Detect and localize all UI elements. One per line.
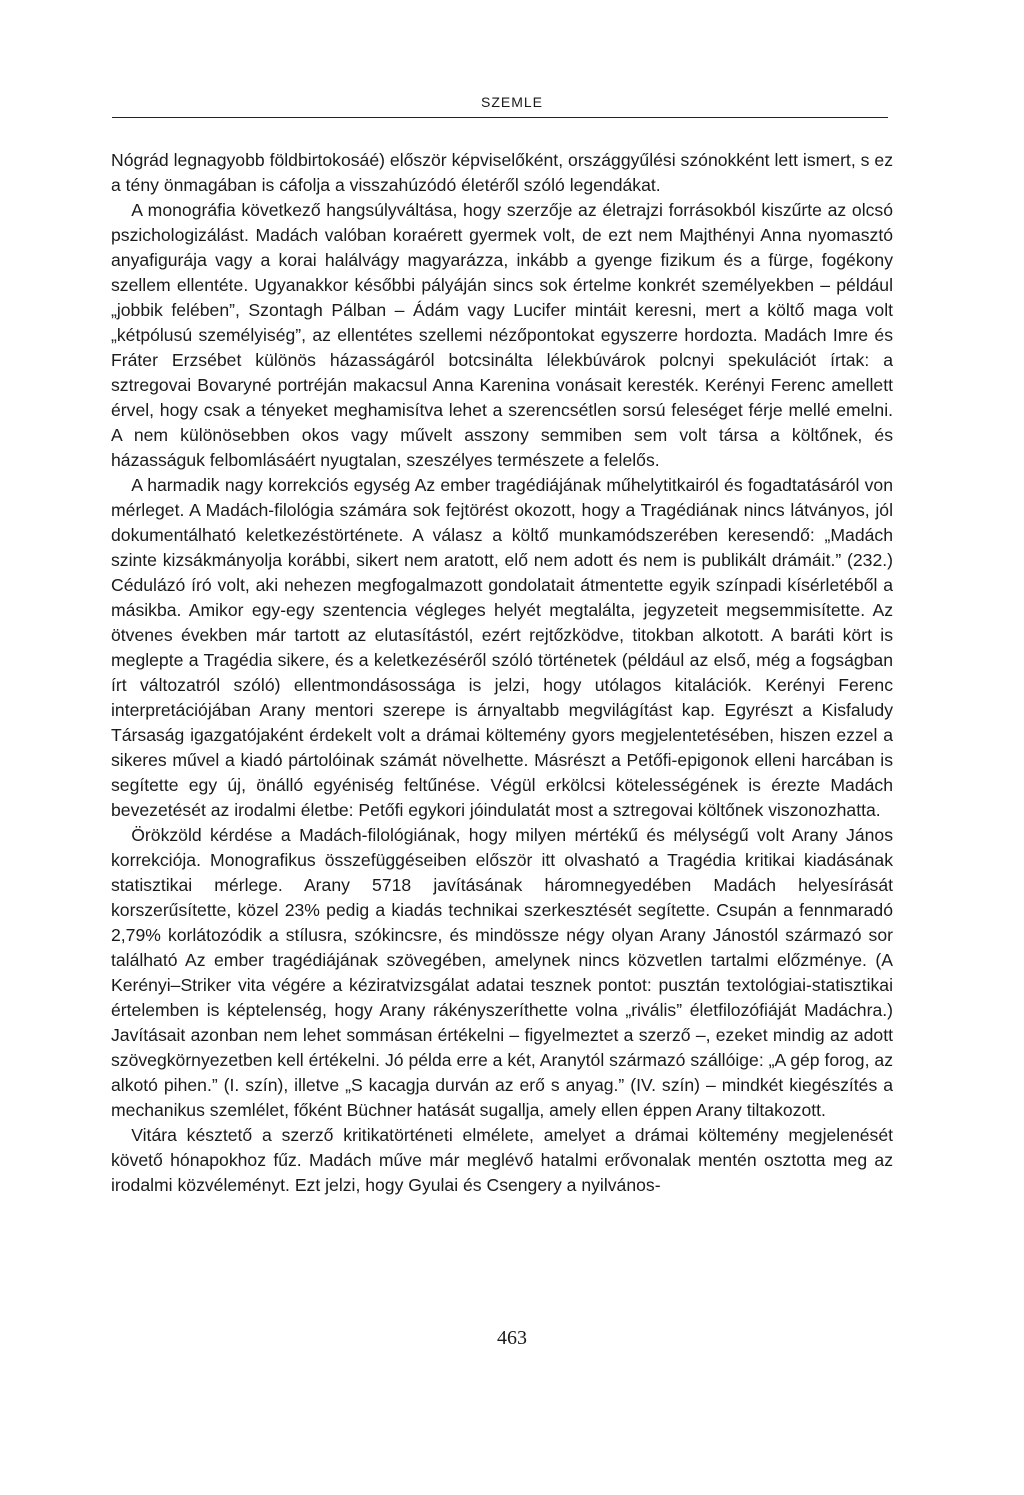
header-rule bbox=[112, 117, 888, 118]
body-text bbox=[111, 148, 893, 1198]
paragraph: Nógrád legnagyobb földbirtokosáé) először képviselőként, országgyűlési szónokként lett ismert, s ez a tény önmagában is cáfolja a visszahúzódó életéről szóló legendákat. bbox=[111, 150, 893, 195]
page-number: 463 bbox=[497, 1327, 527, 1349]
running-head: SZEMLE bbox=[480, 94, 543, 110]
paragraph: A harmadik nagy korrekciós egység Az ember tragédiájának műhelytitkairól és fogadtatásáról von mérleget. A Madách-filológia számára sok fejtörést okozott, hogy a Tragédiának nincs látványos, jól dokumentálható keletkezéstörténete. A válasz a költő munkamódszerében keresendő: „Madách szinte kizsákmányolja korábbi, sikert nem aratott, elő nem adott és nem is publikált drámáit.” (232.) Cédulázó író volt, aki nehezen megfogalmazott gondolatait átmentette egyik színpadi kísérletéből a másikba. Amikor egy-egy szentencia végleges helyét megtalálta, jegyzeteit megsemmisítette. Az ötvenes években már tartott az elutasítástól, ezért rejtőzködve, titokban alkotott. A baráti kört is meglepte a Tragédia sikere, és a keletkezéséről szóló történetek (például az első, még a fogságban írt változatról szóló) ellentmondásossága is jelzi, hogy utólagos kitalációk. Kerényi Ferenc interpretációjában Arany mentori szerepe is árnyaltabb megvilágítást kap. Egyrészt a Kisfaludy Társaság igazgatójaként érdekelt volt a drámai költemény gyors megjelentetésében, hiszen ezzel a sikeres művel a kiadó pártolóinak számát növelhette. Másrészt a Petőfi-epigonok elleni harcában is segítette egy új, önálló egyéniség feltűnése. Végül erkölcsi kötelességének is érezte Madách bevezetését az irodalmi életbe: Petőfi egykori jóindulatát most a sztregovai költőnek viszonozhatta. bbox=[111, 475, 893, 820]
paragraph: Vitára késztető a szerző kritikatörténeti elmélete, amelyet a drámai költemény megjelenését követő hónapokhoz fűz. Madách műve már meglévő hatalmi erővonalak mentén osztotta meg az irodalmi közvéleményt. Ezt jelzi, hogy Gyulai és Csengery a nyilvános- bbox=[111, 1125, 893, 1195]
paragraph: A monográfia következő hangsúlyváltása, hogy szerzője az életrajzi forrásokból kiszűrte az olcsó pszichologizálást. Madách valóban koraérett gyermek volt, de ezt nem Majthényi Anna nyomasztó anyafigurája vagy a korai halálvágy magyarázza, inkább a gyenge fizikum és a fürge, fogékony szellem ellentéte. Ugyanakkor későbbi pályáján sincs sok értelme konkrét személyekben – például „jobbik felében”, Szontagh Pálban – Ádám vagy Lucifer mintáit keresni, mert a költő maga volt „kétpólusú személyiség”, az ellentétes szellemi nézőpontokat egyszerre hordozta. Madách Imre és Fráter Erzsébet különös házasságáról botcsinálta lélekbúvárok polcnyi spekulációt írtak: a sztregovai Bovaryné portréján makacsul Anna Karenina vonásait keresték. Kerényi Ferenc amellett érvel, hogy csak a tényeket meghamisítva lehet a szerencsétlen sorsú feleséget férje mellé emelni. A nem különösebben okos vagy művelt asszony semmiben sem volt társa a költőnek, és házasságuk felbomlásáért nyugtalan, szeszélyes természete a felelős. bbox=[111, 200, 893, 470]
paragraph: Örökzöld kérdése a Madách-filológiának, hogy milyen mértékű és mélységű volt Arany János korrekciója. Monografikus összefüggéseiben először itt olvasható a Tragédia kritikai kiadásának statisztikai mérlege. Arany 5718 javításának háromnegyedében Madách helyesírását korszerűsítette, közel 23% pedig a kiadás technikai szerkesztését segítette. Csupán a fennmaradó 2,79% korlátozódik a stílusra, szókincsre, és mindössze négy olyan Arany Jánostól származó sor található Az ember tragédiájának szövegében, amelynek nincs közvetlen tartalmi előzménye. (A Kerényi–Striker vita végére a kéziratvizsgálat adatai tesznek pontot: pusztán textológiai-statisztikai értelemben is képtelenség, hogy Arany rákényszeríthette volna „rivális” életfilozófiáját Madáchra.) Javításait azonban nem lehet sommásan értékelni – figyelmeztet a szerző –, ezeket mindig az adott szövegkörnyezetben kell értékelni. Jó példa erre a két, Aranytól származó szállóige: „A gép forog, az alkotó pihen.” (I. szín), illetve „S kacagja durván az erő s anyag.” (IV. szín) – mindkét kiegészítés a mechanikus szemlélet, főként Büchner hatását sugallja, amely ellen éppen Arany tiltakozott. bbox=[111, 825, 893, 1120]
